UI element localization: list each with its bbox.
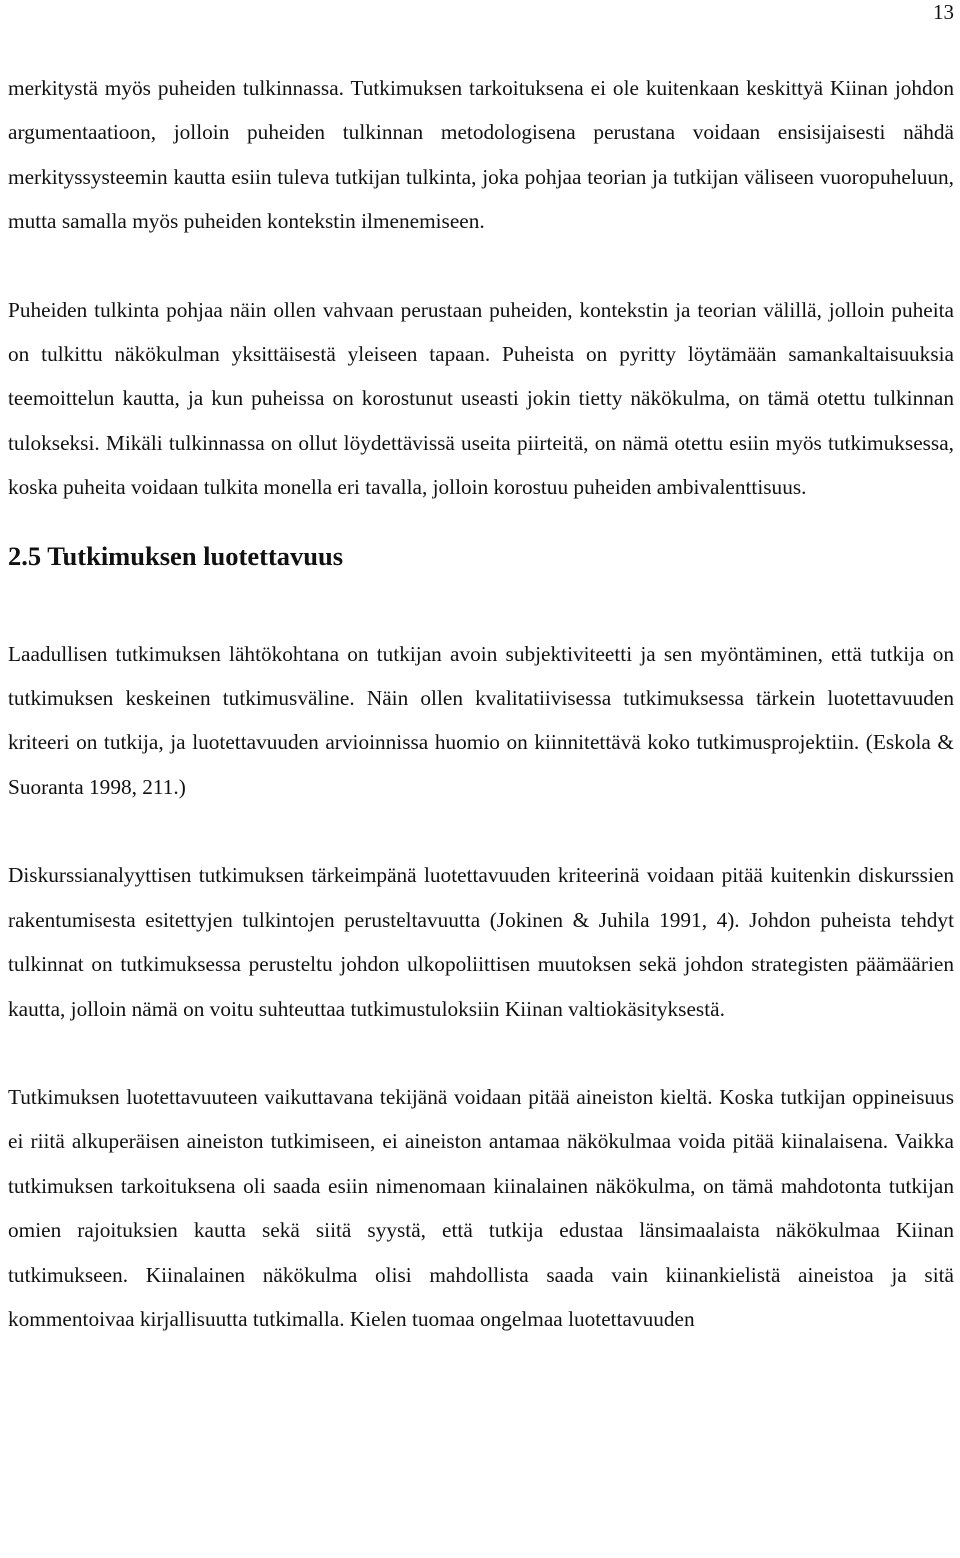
section-title: Tutkimuksen luotettavuus (47, 540, 344, 571)
paragraph-2: Puheiden tulkinta pohjaa näin ollen vahvaan perustaan puheiden, kontekstin ja teorian välillä, jolloin puheita on tulkittu näkökulman yksittäisestä yleiseen tapaan. Puheista on pyritty löytämään samankaltaisuuksia teemoittelun kautta, ja kun puheissa on korostunut useasti jokin tietty näkökulma, on tämä otettu tulkinnan tulokseksi. Mikäli tulkinnassa on ollut löydettävissä useita piirteitä, on nämä otettu esiin myös tutkimuksessa, koska puheita voidaan tulkita monella eri tavalla, jolloin korostuu puheiden ambivalenttisuus. (8, 297, 954, 500)
page-content (8, 66, 954, 1341)
page-number: 13 (933, 0, 954, 24)
paragraph-1: merkitystä myös puheiden tulkinnassa. Tutkimuksen tarkoituksena ei ole kuitenkaan keskittyä Kiinan johdon argumentaatioon, jolloin puheiden tulkinnan metodologisena perustana voidaan ensisijaisesti nähdä merkityssysteemin kautta esiin tuleva tutkijan tulkinta, joka pohjaa teorian ja tutkijan väliseen vuoropuheluun, mutta samalla myös puheiden kontekstin ilmenemiseen. (8, 76, 954, 234)
section-number: 2.5 (8, 540, 42, 571)
paragraph-5: Tutkimuksen luotettavuuteen vaikuttavana tekijänä voidaan pitää aineiston kieltä. Koska tutkijan oppineisuus ei riitä alkuperäisen aineiston tutkimiseen, ei aineiston antamaa näkökulmaa voida pitää kiinalaisena. Vaikka tutkimuksen tarkoituksena oli saada esiin nimenomaan kiinalainen näkökulma, on tämä mahdotonta tutkijan omien rajoituksien kautta sekä siitä syystä, että tutkija edustaa länsimaalaista näkökulmaa Kiinan tutkimukseen. Kiinalainen näkökulma olisi mahdollista saada vain kiinankielistä aineistoa ja sitä kommentoivaa kirjallisuutta tutkimalla. Kielen tuomaa ongelmaa luotettavuuden (8, 1084, 954, 1331)
paragraph-3: Laadullisen tutkimuksen lähtökohtana on tutkijan avoin subjektiviteetti ja sen myöntäminen, että tutkija on tutkimuksen keskeinen tutkimusväline. Näin ollen kvalitatiivisessa tutkimuksessa tärkein luotettavuuden kriteeri on tutkija, ja luotettavuuden arvioinnissa huomio on kiinnitettävä koko tutkimusprojektiin. (Eskola & Suoranta 1998, 211.) (8, 641, 954, 799)
section-heading (8, 536, 954, 576)
paragraph-4: Diskurssianalyyttisen tutkimuksen tärkeimpänä luotettavuuden kriteerinä voidaan pitää kuitenkin diskurssien rakentumisesta esitettyjen tulkintojen perusteltavuutta (Jokinen & Juhila 1991, 4). Johdon puheista tehdyt tulkinnat on tutkimuksessa perusteltu johdon ulkopoliittisen muutoksen sekä johdon strategisten päämäärien kautta, jolloin nämä on voitu suhteuttaa tutkimustuloksiin Kiinan valtiokäsityksestä. (8, 863, 954, 1021)
